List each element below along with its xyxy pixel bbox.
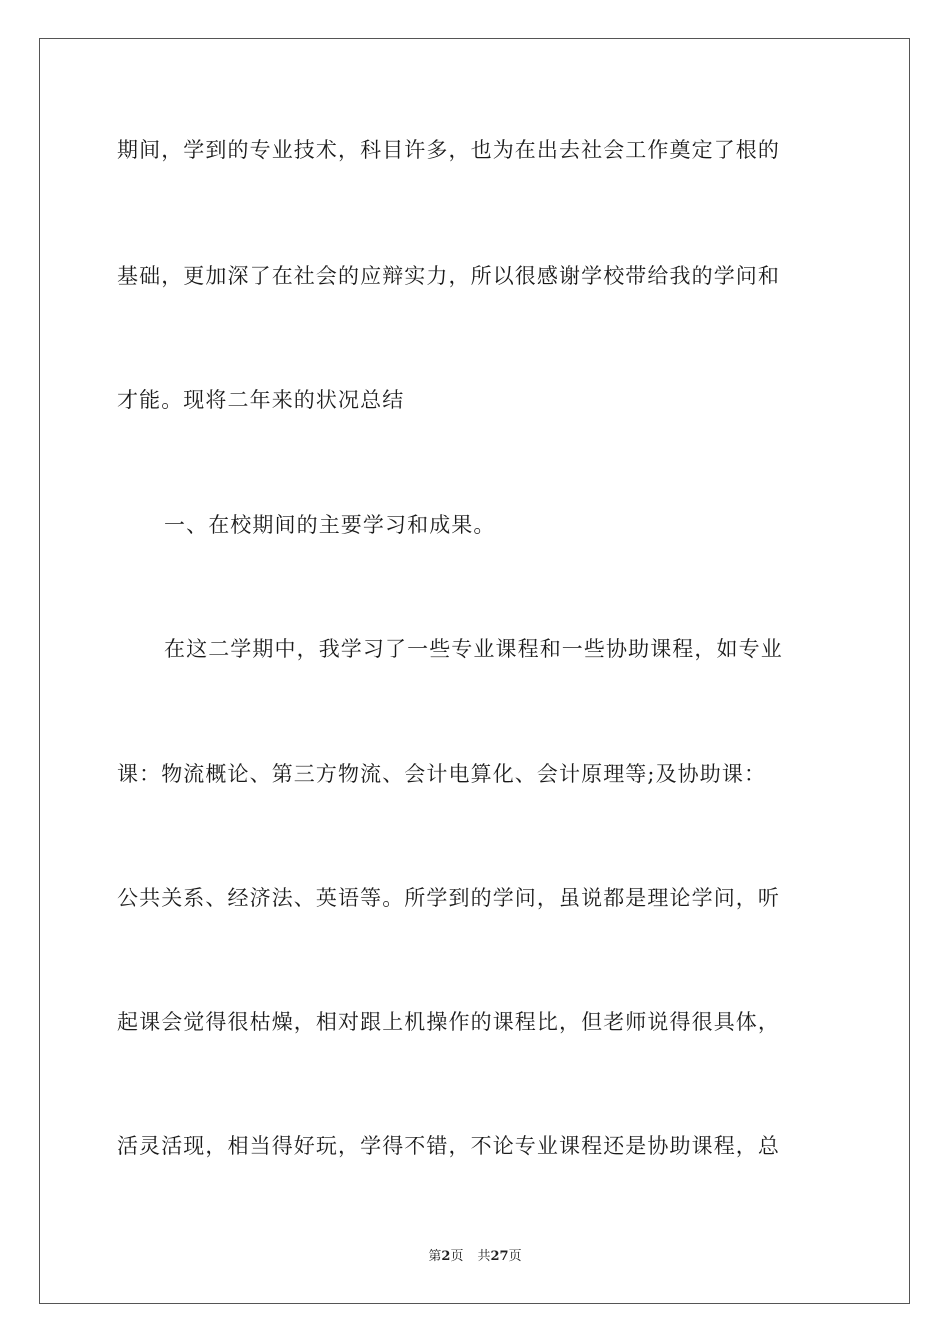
text-line-5: 在这二学期中，我学习了一些专业课程和一些协助课程，如专业 [164,637,783,661]
page-suffix: 页 [450,1249,464,1264]
total-prefix: 共 [477,1249,491,1264]
text-line-6: 课：物流概论、第三方物流、会计电算化、会计原理等;及协助课： [117,762,767,786]
section-heading: 一、在校期间的主要学习和成果。 [164,513,496,537]
text-line-9: 活灵活现，相当得好玩，学得不错，不论专业课程还是协助课程，总 [117,1134,780,1158]
text-line-7: 公共关系、经济法、英语等。所学到的学问，虽说都是理论学问，听 [117,886,780,910]
page-number: 2 [441,1249,451,1264]
text-line-3: 才能。现将二年来的状况总结 [117,388,405,412]
page-frame [39,38,910,1304]
text-line-2: 基础，更加深了在社会的应辩实力，所以很感谢学校带给我的学问和 [117,264,780,288]
total-suffix: 页 [508,1249,522,1264]
page-footer [0,1249,950,1265]
text-line-1: 期间，学到的专业技术，科目许多，也为在出去社会工作奠定了根的 [117,138,780,162]
page-prefix: 第 [428,1249,442,1264]
total-pages: 27 [490,1249,509,1264]
text-line-8: 起课会觉得很枯燥，相对跟上机操作的课程比，但老师说得很具体， [117,1010,780,1034]
